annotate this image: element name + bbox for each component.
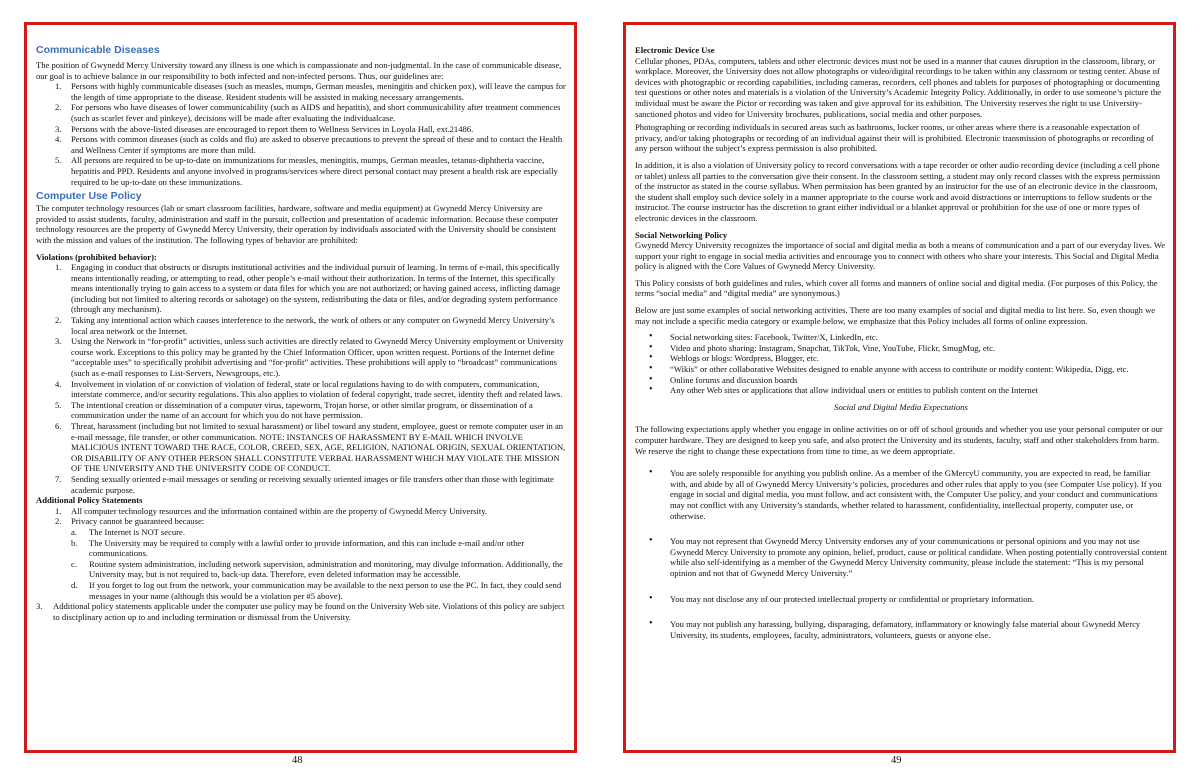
list-item: • You may not represent that Gwynedd Mercy University endorses any of your communications or personal opinions and you may not use Gwynedd Mercy University to promote any opinion, belief, product, cause or political candidate. When posting potentially controversial content while also self-identifying as a member of the Gwynedd Mercy University community, please include the statement: “This is my personal opinion and not that of Gwynedd Mercy University.” [635, 536, 1167, 578]
list-item: 2. Privacy cannot be guaranteed because: a. The Internet is NOT secure. b. The University may be required to comply with a lawful order to provide information, and this can include e-mail and/or other communications. c. Routine system administration, including network supervision, administration and monitoring, may divulge information. Additionally, the University may, but is not required to, back-up data. Therefore, even deleted information may be accessible. d. If you forget to log out from the network, your communication may be available to the next person to use the PC. In fact, they could send messages in your name (although this would be a violation per #5 above). [36, 516, 568, 601]
page-number: 49 [891, 755, 902, 766]
list-item: • You may not disclose any of our protected intellectual property or confidential or proprietary information. [635, 594, 1167, 605]
electronic-paragraph: In addition, it is also a violation of University policy to record conversations with a tape recorder or other audio recording device (including a cell phone or tablet) unless all parties to the conversation give their consent. In the classroom setting, a student may only record classes with the express permission of the instructor as stated in the course syllabus. When permission has been granted by an instructor for the use of an electronic device in the classroom, the student shall employ such device solely in a manner appropriate to the course work and avoid distractions or interruptions to fellow students or the instructor. The course instructor has the discretion to grant either individual or a blanket approval or prohibition for the use of one or more types of electronic devices in the classroom. [635, 159, 1161, 223]
list-item: • Any other Web sites or applications that allow individual users or entities to publish content on the Internet [635, 385, 1167, 396]
communicable-list [36, 81, 568, 187]
computer-use-intro: The computer technology resources (lab or smart classroom facilities, hardware, software and media equipment) at Gwynedd Mercy University are provided to assist students, faculty, administration and staff in the pursuit, collection and presentation of academic information. Because these computer technology resources are the property of Gwynedd Mercy University, their operation by individuals associated with the University should be consistent with the mission and values of the institution. The following types of behavior are prohibited: [36, 203, 559, 245]
list-item: • You may not publish any harassing, bullying, disparaging, defamatory, inflammatory or knowingly false material about Gwynedd Mercy University, its students, employees, faculty, administrators, volunteers, guests or anyone else. [635, 619, 1167, 640]
list-item: d. If you forget to log out from the network, your communication may be available to the next person to use the PC. In fact, they could send messages in your name (although this would be a violation per #5 above). [71, 579, 562, 601]
list-item: 1. Persons with highly communicable diseases (such as measles, mumps, German measles, meningitis and chicken pox), will leave the campus for the length of time appropriate to the disease. Resident students will be assisted in making necessary arrangements. [55, 81, 566, 102]
communicable-diseases-heading: Communicable Diseases [36, 44, 160, 56]
violations-list [36, 262, 568, 495]
list-item: • Weblogs or blogs: Wordpress, Blogger, etc. [635, 353, 1167, 364]
list-item: c. Routine system administration, including network supervision, administration and monitoring, may divulge information. Additionally, the University may, but is not required to, back-up data. Therefore, even deleted information may be accessible. [71, 558, 563, 580]
list-item: 3. Using the Network in “for-profit” activities, unless such activities are directly related to Gwynedd Mercy University employment or University course work. Exceptions to this policy may be granted by the Chief Information Officer, upon written request. Portions of the Internet define “acceptable uses” to specifically prohibit advertising and “for-profit” activities. These prohibitions will apply to “broadcast” communications (such as e-mail responses to List-Servers, Newsgroups, etc.). [55, 336, 564, 379]
list-item: b. The University may be required to comply with a lawful order to provide information, and this can include e-mail and/or other communications. [71, 537, 525, 559]
social-networking-heading: Social Networking Policy [635, 229, 728, 240]
privacy-list [36, 527, 568, 601]
list-item: 7. Sending sexually oriented e-mail messages or sending or receiving sexually oriented images or file transfers other than those with legitimate academic purpose. [55, 473, 554, 495]
expectations-intro: The following expectations apply whether you engage in online activities on or off of school grounds and whether you use your personal computer or our computer hardware. They are designed to keep you safe, and also protect the University and its students, faculty, staff and other stakeholders from harm. We reserve the right to change these expectations from time to time, as we deem appropriate. [635, 424, 1163, 456]
computer-use-heading: Computer Use Policy [36, 190, 142, 203]
list-item: • Social networking sites: Facebook, Twitter/X, LinkedIn, etc. [635, 332, 1167, 343]
list-item: • You are solely responsible for anything you publish online. As a member of the GMercyU community, you are expected to read, be familiar with, and abide by all of Gwynedd Mercy University’s policies, procedures and other rules that apply to you (see Computer Use policy). If you engage in social and digital media, you must follow, and act consistent with, the Computer Use policy, and your conduct and communications may not conflict with any University’s standards, whether related to harassment, confidentiality, intellectual property, computer use, or otherwise. [635, 468, 1167, 521]
social-paragraph: Gwynedd Mercy University recognizes the importance of social and digital media as both a means of communication and a part of our everyday lives. We support your right to engage in social media activities and encourage you to connect with others who share your interests. This Social and Digital Media policy is aligned with the Core Values of Gwynedd Mercy University. [635, 240, 1166, 272]
list-item: 4. Persons with common diseases (such as colds and flu) are asked to observe precautions to prevent the spread of these and to contact the Health and Wellness Center if symptoms are more than mild. [55, 134, 563, 155]
list-item: 3. Additional policy statements applicable under the computer use policy may be found on the University Web site. Violations of this policy are subject to disciplinary action up to and including termination or dismissal from the University. [36, 601, 565, 622]
list-item: a. The Internet is NOT secure. [71, 526, 186, 537]
list-item: 2. Taking any intentional action which causes interference to the network, the work of others or any computer on Gwynedd Mercy University’s local area network or the Internet. [55, 315, 555, 336]
social-paragraph: This Policy consists of both guidelines and rules, which cover all forms and manners of online social and digital media. (For purposes of this Policy, the terms “social media” and “digital media” are synonymous.) [635, 277, 1158, 299]
violations-heading: Violations (prohibited behavior): [36, 251, 157, 262]
left-page-content [36, 44, 568, 622]
list-item: 5. The intentional creation or dissemination of a computer virus, tapeworm, Trojan horse, or other similar program, or dissemination of a communication under the name of an account for which you do not have permission. [55, 399, 533, 421]
social-paragraph: Below are just some examples of social networking activities. There are too many examples of social and digital media to list here. So, even though we may not include a specific media category or example below, we emphasize that this Policy includes all forms of online expression. [635, 305, 1156, 326]
communicable-intro: The position of Gwynedd Mercy University toward any illness is one which is compassionate and non-judgmental. In the case of communicable disease, our goal is to achieve balance in our responsibility to both infected and non-infected persons. Thus, our guidelines are: [36, 60, 562, 81]
right-page-content [635, 45, 1167, 655]
list-item: 5. All persons are required to be up-to-date on immunizations for measles, meningitis, mumps, German measles, tetanus-diphtheria vaccine, hepatitis and PPD. Residents and anyone involved in programs/services where direct personal contact may present a health risk are especially required to be up-to-date on these immunizations. [55, 155, 558, 187]
right-page [623, 22, 1176, 753]
additional-policy-heading: Additional Policy Statements [36, 495, 143, 506]
electronic-device-heading: Electronic Device Use [635, 45, 715, 55]
list-item: • Video and photo sharing: Instagram, Snapchat, TikTok, Vine, YouTube, Flickr, SmugMug, etc. [635, 343, 1167, 354]
left-page [24, 22, 577, 753]
additional-policy-list [36, 506, 568, 601]
electronic-paragraph: Cellular phones, PDAs, computers, tablets and other electronic devices must not be used in a manner that causes disruption in the classroom, library, or workplace. Moreover, the University does not allow photographs or video/digital recordings to be taken within any classroom or testing center. Abuse of devices with photographic or recording capabilities, including cameras, recorders, cell phones and tablets for purposes of photographing or documenting test questions or other notes and materials is a violation of the University’s Academic Integrity Policy. Additionally, in order to use someone’s picture the individual must be aware the Pictor or recording was taken and give approval for its exhibition. The University reserves the right to use University-sanctioned photos and video for University brochures, publications, social media and other purposes. [635, 55, 1162, 119]
examples-list [635, 332, 1167, 396]
electronic-paragraph: Photographing or recording individuals in secured areas such as bathrooms, locker rooms, or other areas where there is a reasonable expectation of privacy, and/or taking photographs or recording of an individual against their will is prohibited. Electronic transmission of photographs or recording of any person without the subject’s express permission is also prohibited. [635, 122, 1154, 154]
page-number: 48 [292, 755, 303, 766]
list-item: 4. Involvement in violation of or conviction of violation of federal, state or local regulations having to do with computers, communication, interstate commerce, and/or security regulations. This also applies to violation of federal copyright, trade secret, identity theft and related laws. [55, 378, 563, 400]
list-item: 3. Persons with the above-listed diseases are encouraged to report them to Wellness Services in Loyola Hall, ext.21486. [55, 123, 474, 134]
list-item: 2. For persons who have diseases of lower communicability (such as AIDS and hepatitis), and short communicability after treatment commences (such as scarlet fever and pinkeye), decisions will be made after evaluating the individualcase. [55, 102, 561, 123]
list-item: 1. Engaging in conduct that obstructs or disrupts institutional activities and the individual pursuit of learning. In terms of e-mail, this specifically means intentionally reading, or attempting to read, other people’s e-mail without their authorization. In terms of the Internet, this specifically means intentionally trying to gain access to a system or data files for which you are not authorized; or having gained access, inflicting damage (including but not limited to altering records or sabotage) on the system, redistributing the data or files, and/or degrading system performance (through any mechanism). [55, 262, 561, 315]
list-item: • “Wikis” or other collaborative Websites designed to enable anyone with access to contribute or modify content: Wikipedia, Digg, etc. [635, 364, 1167, 375]
expectations-heading: Social and Digital Media Expectations [834, 401, 968, 412]
expectations-list [635, 468, 1167, 640]
list-item: 6. Threat, harassment (including but not limited to sexual harassment) or libel toward any student, employee, guest or remote computer user in an e-mail message, file transfer, or other communication. NOTE: INSTANCES OF HARASSMENT BY E-MAIL WHICH INVOLVE MALICIOUS INTENT TOWARD THE RACE, COLOR, CREED, SEX, AGE, RELIGION, NATIONAL ORIGIN, SEXUAL ORIENTATION, OR DISABILITY OF ANY OTHER PERSON SHALL CONSTITUTE VERBAL HARASSMENT WHICH MAY VIOLATE THE MISSION OF THE UNIVERSITY AND THE UNIVERSITY CODE OF CONDUCT. [55, 421, 566, 474]
list-item: 1. All computer technology resources and the information contained within are the property of Gwynedd Mercy University. [55, 505, 488, 516]
list-item: • Online forums and discussion boards [635, 375, 1167, 386]
